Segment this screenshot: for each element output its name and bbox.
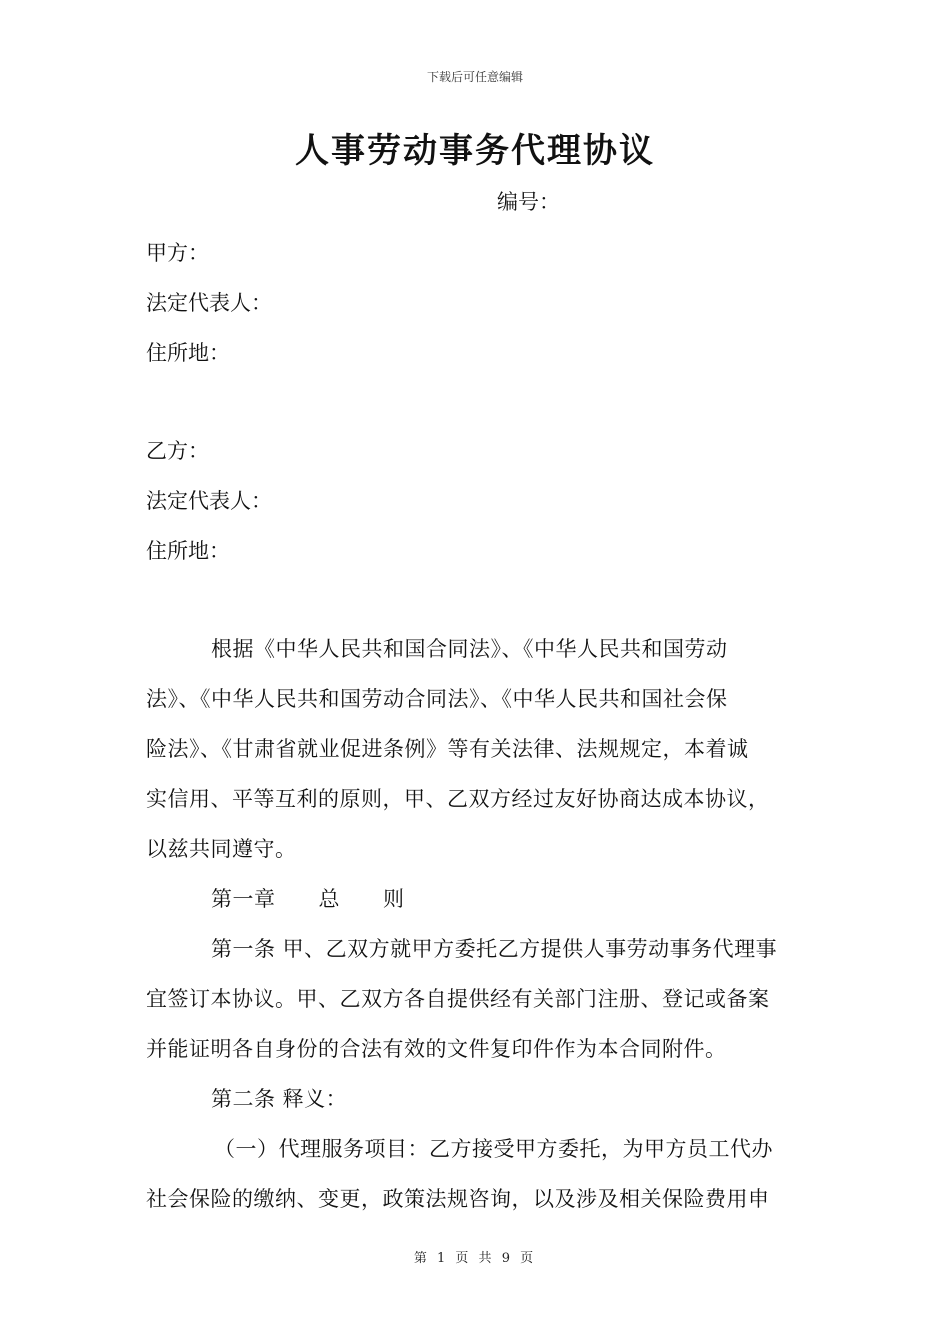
- agreement-body: [146, 624, 806, 1224]
- party-b-address-label: 住所地：: [146, 539, 230, 563]
- body-line: 法》、《中华人民共和国劳动合同法》、《中华人民共和国社会保: [146, 687, 728, 711]
- party-b-representative-label: 法定代表人：: [146, 489, 272, 513]
- party-a-address-label: 住所地：: [146, 341, 230, 365]
- header-note: 下载后可任意编辑: [426, 70, 523, 84]
- article-line: 第二条 释义：: [211, 1087, 348, 1111]
- body-line: 以兹共同遵守。: [146, 837, 297, 861]
- party-b-name-label: 乙方：: [146, 439, 209, 463]
- chapter-heading: 第一章 总 则: [211, 887, 405, 911]
- body-line: 险法》、《甘肃省就业促进条例》等有关法律、法规规定，本着诚: [146, 737, 749, 761]
- page-footer: 第 1 页 共 9 页: [413, 1251, 537, 1266]
- party-a-name-label: 甲方：: [146, 241, 209, 265]
- document-title: 人事劳动事务代理协议: [295, 131, 655, 171]
- clause-line: （一）代理服务项目：乙方接受甲方委托，为甲方员工代办: [214, 1137, 773, 1161]
- party-a-representative-label: 法定代表人：: [146, 291, 272, 315]
- article-line: 第一条 甲、乙双方就甲方委托乙方提供人事劳动事务代理事: [211, 937, 778, 961]
- document-number-label: 编号：: [497, 190, 560, 214]
- body-line: 实信用、平等互利的原则，甲、乙双方经过友好协商达成本协议，: [146, 787, 770, 811]
- body-line: 宜签订本协议。甲、乙双方各自提供经有关部门注册、登记或备案: [146, 987, 770, 1011]
- body-line: 社会保险的缴纳、变更，政策法规咨询，以及涉及相关保险费用申: [146, 1187, 770, 1211]
- body-line: 并能证明各自身份的合法有效的文件复印件作为本合同附件。: [146, 1037, 727, 1061]
- body-line: 根据《中华人民共和国合同法》、《中华人民共和国劳动: [211, 637, 728, 661]
